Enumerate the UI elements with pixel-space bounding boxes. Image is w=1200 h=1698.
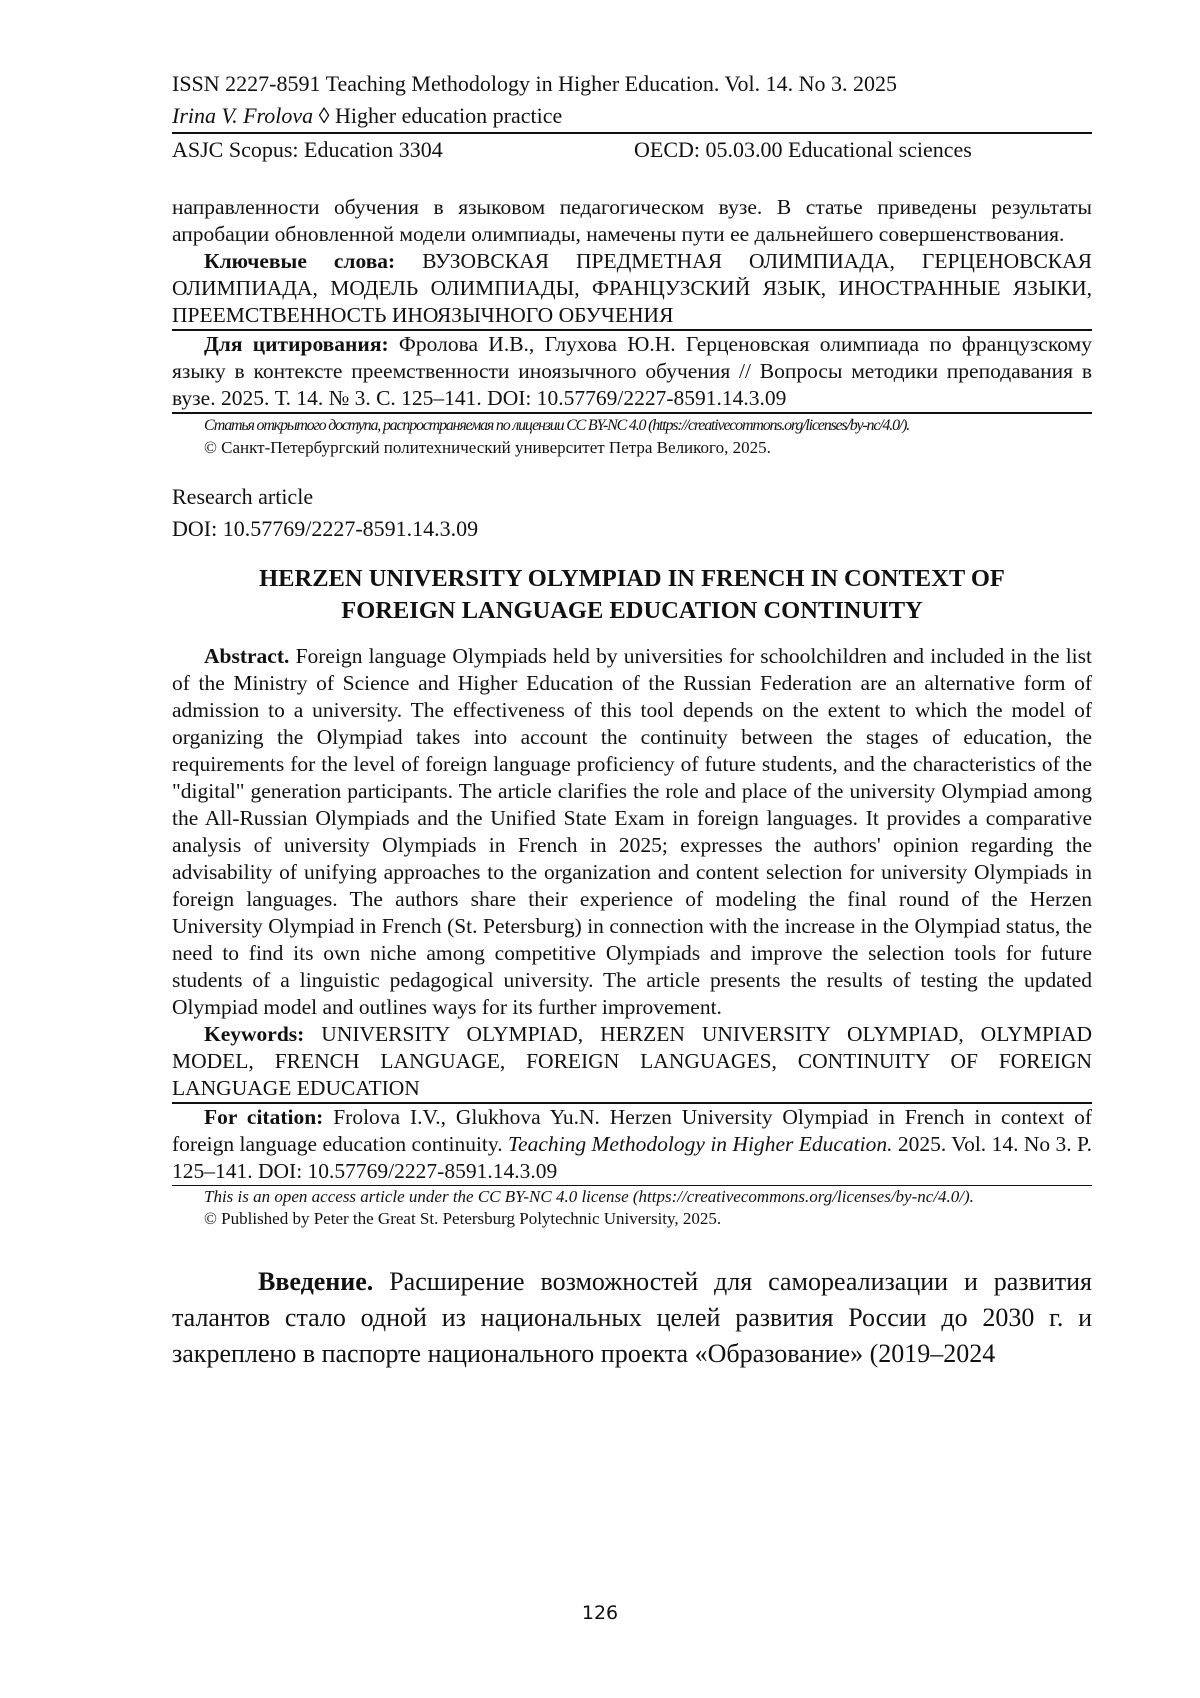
ru-keywords-label: Ключевые слова:: [204, 249, 396, 273]
en-abstract: [172, 643, 1092, 1021]
author-name: Irina V. Frolova: [172, 103, 314, 128]
ru-abstract-end: направленности обучения в языковом педагогическом вузе. В статье приведены результаты апробации обновленной модели олимпиады, намечены пути ее дальнейшего совершенствования.: [172, 195, 1092, 246]
en-abstract-text: Foreign language Olympiads held by universities for schoolchildren and included in the list of the Ministry of Science and Higher Education of the Russian Federation are an alternative form of admission to a university. The effectiveness of this tool depends on the extent to which the model of organizing the Olympiad takes into account the continuity between the stages of education, the requirements for the level of foreign language proficiency of future students, and the characteristics of the "digital" generation participants. The article clarifies the role and place of the university Olympiad among the All-Russian Olympiads and the Unified State Exam in foreign languages. It provides a comparative analysis of university Olympiads in French in 2025; expresses the authors' opinion regarding the advisability of unifying approaches to the organization and content selection for university Olympiads in foreign languages. The authors share their experience of modeling the final round of the Herzen University Olympiad in French (St. Petersburg) in connection with the increase in the Olympiad status, the need to find its own niche among competitive Olympiads and improve the selection tools for future students of a linguistic pedagogical university. The article presents the results of testing the updated Olympiad model and outlines ways for its further improvement.: [172, 644, 1092, 1019]
en-citation-pre: Frolova I.V., Glukhova Yu.N. Herzen University Olympiad in French in context of foreign language education continuity.: [172, 1105, 1093, 1156]
en-keywords-text: UNIVERSITY OLYMPIAD, HERZEN UNIVERSITY OLYMPIAD, OLYMPIAD MODEL, FRENCH LANGUAGE, FOREIGN LANGUAGES, CONTINUITY OF FOREIGN LANGUAGE EDUCATION: [172, 1022, 1093, 1100]
ru-keywords: [172, 248, 1092, 329]
ru-license: [172, 414, 1092, 437]
intro-paragraph: [172, 1264, 1092, 1372]
diamond-separator: ◊: [318, 103, 330, 128]
article-title-line2: FOREIGN LANGUAGE EDUCATION CONTINUITY: [341, 597, 923, 624]
ru-copyright: © Санкт-Петербургский политехнический университет Петра Великого, 2025.: [204, 438, 771, 457]
ru-citation: [172, 331, 1092, 412]
en-citation-label: For citation:: [204, 1105, 324, 1129]
classification-row: [172, 134, 1092, 166]
scopus-code: ASJC Scopus: Education 3304: [172, 137, 443, 162]
ru-citation-text: Фролова И.В., Глухова Ю.Н. Герценовская олимпиада по французскому языку в контексте преемственности иноязычного обучения // Вопросы методики преподавания в вузе. 2025. Т. 14. № 3. С. 125–141. DOI: 10.57769/2227-8591.14.3.09: [172, 332, 1092, 410]
en-citation-journal: Teaching Methodology in Higher Education.: [508, 1132, 893, 1156]
en-copyright: © Published by Peter the Great St. Petersburg Polytechnic University, 2025.: [204, 1209, 722, 1228]
en-keywords-label: Keywords:: [204, 1022, 305, 1046]
ru-license-text: Статья открытого доступа, распространяемая по лицензии CC BY-NC 4.0 (https://creativecommons.org/licenses/by-nc/4.0/).: [204, 417, 910, 434]
journal-line: ISSN 2227-8591 Teaching Methodology in Higher Education. Vol. 14. No 3. 2025: [172, 71, 898, 96]
intro-label: Введение.: [258, 1267, 374, 1296]
ru-citation-label: Для цитирования:: [204, 332, 389, 356]
article-doi: DOI: 10.57769/2227-8591.14.3.09: [172, 516, 479, 541]
intro-text: Расширение возможностей для самореализации и развития талантов стало одной из национальных целей развития России до 2030 г. и закреплено в паспорте национального проекта «Образование» (2019–2024: [172, 1267, 1092, 1368]
oecd-code: OECD: 05.03.00 Educational sciences: [634, 137, 972, 162]
en-license: This is an open access article under the CC BY-NC 4.0 license (https://creativecommons.org/licenses/by-nc/4.0/).: [204, 1187, 974, 1206]
page-number: 126: [581, 1602, 619, 1624]
article-title-line1: HERZEN UNIVERSITY OLYMPIAD IN FRENCH IN CONTEXT OF: [259, 565, 1005, 592]
en-keywords: [172, 1021, 1092, 1102]
section-name: Higher education practice: [335, 103, 563, 128]
en-abstract-label: Abstract.: [204, 644, 290, 668]
en-citation: [172, 1104, 1092, 1185]
en-citation-post: 2025. Vol. 14. No 3. P. 125–141. DOI: 10.57769/2227-8591.14.3.09: [172, 1132, 1092, 1183]
page-content: [172, 68, 1092, 1372]
article-type: Research article: [172, 484, 314, 509]
ru-keywords-text: ВУЗОВСКАЯ ПРЕДМЕТНАЯ ОЛИМПИАДА, ГЕРЦЕНОВСКАЯ ОЛИМПИАДА, МОДЕЛЬ ОЛИМПИАДЫ, ФРАНЦУЗСКИЙ ЯЗЫК, ИНОСТРАННЫЕ ЯЗЫКИ, ПРЕЕМСТВЕННОСТЬ ИНОЯЗЫЧНОГО ОБУЧЕНИЯ: [172, 249, 1093, 327]
author-section-line: [172, 100, 1092, 132]
